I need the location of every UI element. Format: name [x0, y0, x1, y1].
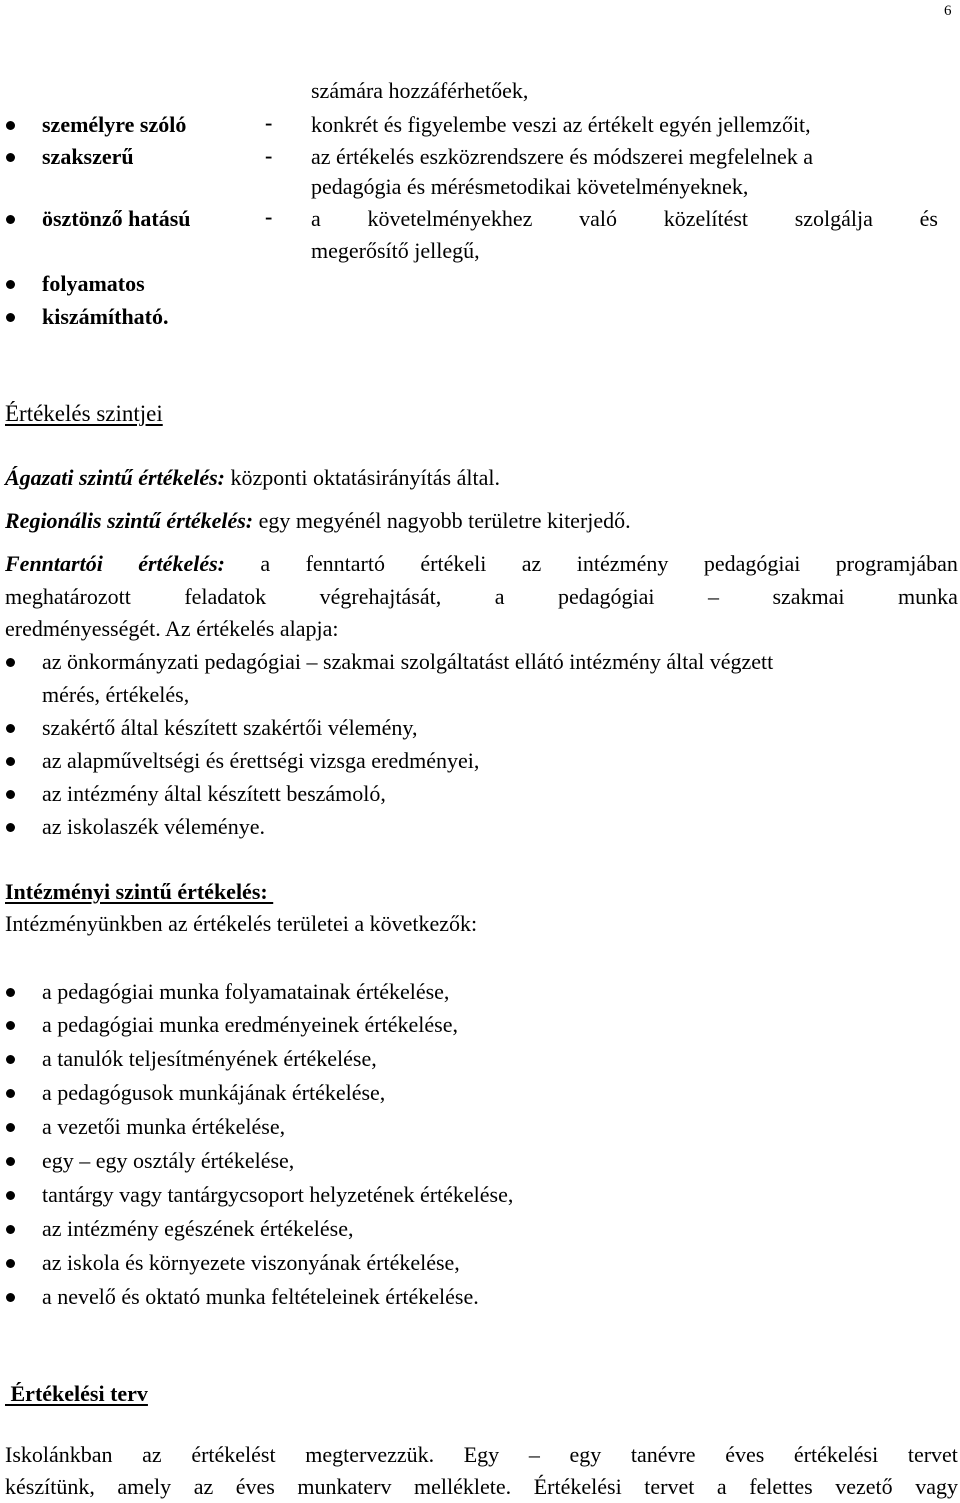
- bullet-icon: [6, 1055, 15, 1064]
- area-item: a tanulók teljesítményének értékelése,: [42, 1046, 377, 1071]
- criterion-term: ösztönző hatású: [42, 206, 191, 231]
- bullet-icon: [6, 988, 15, 997]
- list-continuation: számára hozzáférhetőek,: [311, 78, 529, 103]
- bullet-icon: [6, 1191, 15, 1200]
- bullet-icon: [6, 1259, 15, 1268]
- area-item: a vezetői munka értékelése,: [42, 1114, 286, 1139]
- bullet-icon: [6, 790, 15, 799]
- criterion-term: szakszerű: [42, 144, 134, 169]
- bullet-icon: [6, 1293, 15, 1302]
- bullet-icon: [6, 1157, 15, 1166]
- bullet-icon: [6, 1021, 15, 1030]
- dash-separator: -: [265, 110, 273, 135]
- criterion-desc-cont: pedagógia és mérésmetodikai követelményeknek,: [311, 174, 749, 199]
- bullet-icon: [6, 121, 15, 130]
- basis-item: az intézmény által készített beszámoló,: [42, 781, 386, 806]
- page-number: 6: [944, 3, 952, 19]
- fenntartoi-line-3: eredményességét. Az értékelés alapja:: [5, 616, 339, 641]
- area-item: a nevelő és oktató munka feltételeinek értékelése.: [42, 1284, 479, 1309]
- bullet-icon: [6, 280, 15, 289]
- area-item: tantárgy vagy tantárgycsoport helyzetének értékelése,: [42, 1182, 514, 1207]
- criterion-desc-cont: megerősítő jellegű,: [311, 238, 480, 263]
- level-label: Ágazati szintű értékelés:: [5, 465, 226, 490]
- area-item: a pedagógusok munkájának értékelése,: [42, 1080, 386, 1105]
- dash-separator: -: [265, 204, 273, 229]
- basis-item: az alapműveltségi és érettségi vizsga eredményei,: [42, 748, 480, 773]
- dash-separator: -: [265, 143, 273, 168]
- basis-item: az iskolaszék véleménye.: [42, 814, 265, 839]
- criterion-desc: konkrét és figyelembe veszi az értékelt egyén jellemzőit,: [311, 112, 811, 137]
- criterion-desc: az értékelés eszközrendszere és módszerei megfelelnek a: [311, 144, 814, 169]
- level-text: egy megyénél nagyobb területre kiterjedő.: [258, 508, 631, 533]
- bullet-icon: [6, 153, 15, 162]
- bullet-icon: [6, 757, 15, 766]
- bullet-icon: [6, 658, 15, 667]
- fenntartoi-line-1: Fenntartói értékelés: a fenntartó értékeli az intézmény pedagógiai programjában: [5, 551, 958, 576]
- criterion-term: személyre szóló: [42, 112, 187, 137]
- section-heading: Intézményi szintű értékelés:: [5, 879, 274, 904]
- basis-item-cont: mérés, értékelés,: [42, 682, 190, 707]
- section-heading: Értékelési terv: [5, 1381, 148, 1406]
- basis-item: az önkormányzati pedagógiai – szakmai szolgáltatást ellátó intézmény által végzett: [42, 649, 774, 674]
- bullet-icon: [6, 724, 15, 733]
- level-regionalis: [5, 510, 631, 532]
- area-item: a pedagógiai munka eredményeinek értékelése,: [42, 1012, 458, 1037]
- area-item: a pedagógiai munka folyamatainak értékelése,: [42, 979, 450, 1004]
- criterion-desc: a követelményekhez való közelítést szolgálja és: [311, 206, 938, 231]
- area-item: egy – egy osztály értékelése,: [42, 1148, 295, 1173]
- section-heading: Értékelés szintjei: [5, 401, 163, 426]
- level-label: Regionális szintű értékelés:: [5, 508, 254, 533]
- level-agazati: [5, 467, 500, 489]
- basis-item: szakértő által készített szakértői vélemény,: [42, 715, 418, 740]
- criterion-term: kiszámítható.: [42, 304, 169, 329]
- bullet-icon: [6, 823, 15, 832]
- bullet-icon: [6, 215, 15, 224]
- area-item: az intézmény egészének értékelése,: [42, 1216, 354, 1241]
- bullet-icon: [6, 1089, 15, 1098]
- bullet-icon: [6, 1225, 15, 1234]
- area-item: az iskola és környezete viszonyának értékelése,: [42, 1250, 460, 1275]
- criterion-term: folyamatos: [42, 271, 145, 296]
- section-intro: Intézményünkben az értékelés területei a következők:: [5, 911, 478, 936]
- plan-line-2: készítünk, amely az éves munkaterv melléklete. Értékelési tervet a felettes vezető vagy: [5, 1474, 958, 1499]
- bullet-icon: [6, 313, 15, 322]
- level-text: központi oktatásirányítás által.: [230, 465, 500, 490]
- plan-line-1: Iskolánkban az értékelést megtervezzük. Egy – egy tanévre éves értékelési tervet: [5, 1442, 958, 1467]
- bullet-icon: [6, 1123, 15, 1132]
- fenntartoi-line-2: meghatározott feladatok végrehajtását, a pedagógiai – szakmai munka: [5, 584, 958, 609]
